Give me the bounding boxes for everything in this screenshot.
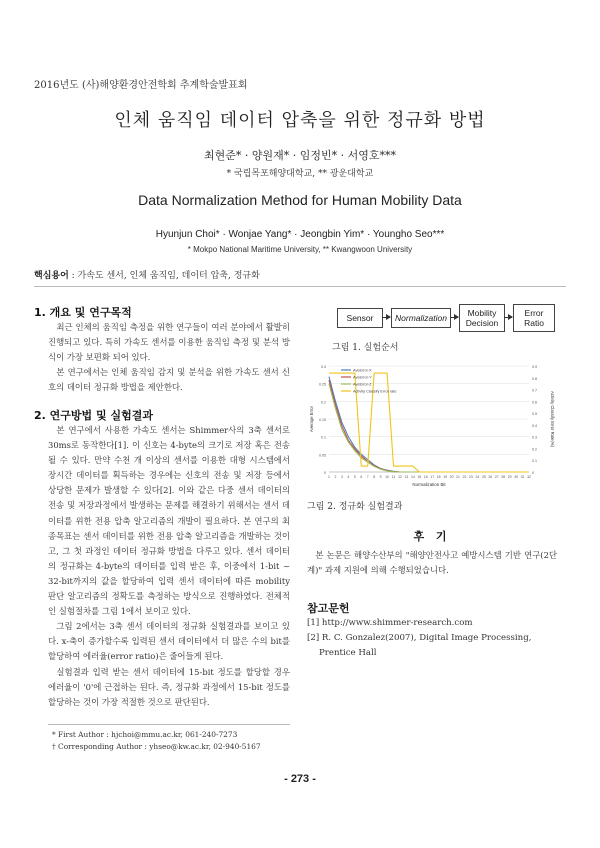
references-list <box>307 616 557 661</box>
legend-label: AveError-X <box>353 368 372 373</box>
section1-body <box>48 320 290 395</box>
section1-paragraph: 본 연구에서는 인체 움직임 감지 및 분석을 위한 가속도 센서 신호의 데이터 정규화 방법을 제안한다. <box>48 367 290 393</box>
y2-tick-label: 0.2 <box>532 447 537 452</box>
flow-arrow <box>382 317 390 318</box>
x-tick-label: 5 <box>353 475 356 479</box>
x-tick-label: 30 <box>514 475 518 479</box>
x-tick-label: 25 <box>481 475 486 479</box>
footnote-divider <box>48 724 290 725</box>
y2-tick-label: 0.4 <box>532 423 537 428</box>
y-tick-label: 0 <box>324 471 326 475</box>
x-tick-label: 23 <box>469 475 473 479</box>
y2-tick-label: 0 <box>532 471 534 475</box>
x-tick-label: 19 <box>443 475 448 479</box>
footnote-first-author: * First Author : hjchoi@mmu.ac.kr, 061-240-7273 <box>52 730 238 739</box>
reference-item: [1] http://www.shimmer-research.com <box>307 618 473 628</box>
legend-label: AveError-Y <box>353 375 372 380</box>
paper-title-english: Data Normalization Method for Human Mobility Data <box>138 192 462 208</box>
section1-paragraph: 최근 인체의 움직임 측정을 위한 연구들이 여러 분야에서 활발히 진행되고 있다. 특히 가속도 센서를 이용한 움직임 측정 및 분석 방식이 가장 보편화 되어 있다. <box>48 322 290 363</box>
authors-korean: 최현준* · 양원재* · 임정빈* · 서영호*** <box>204 149 396 162</box>
figure2-chart <box>307 360 557 490</box>
y2-tick-label: 0.5 <box>532 412 537 417</box>
legend-label: AveError-Z <box>353 382 372 387</box>
legend-label: Activity Classify Error rate <box>353 389 397 394</box>
x-tick-label: 7 <box>366 475 369 479</box>
x-tick-label: 21 <box>456 475 460 479</box>
x-tick-label: 24 <box>475 475 480 479</box>
section2-body <box>48 423 290 710</box>
y-tick-label: 0.05 <box>319 453 326 458</box>
header-divider <box>34 286 566 287</box>
section1-heading: 1. 개요 및 연구목적 <box>34 306 132 319</box>
y-tick-label: 0.2 <box>321 400 326 405</box>
x-tick-label: 29 <box>507 475 512 479</box>
x-tick-label: 11 <box>391 475 396 479</box>
keywords <box>34 268 260 281</box>
figure1-flowchart <box>307 300 557 340</box>
x-tick-label: 12 <box>398 475 402 479</box>
x-tick-label: 16 <box>423 475 428 479</box>
acknowledgement-heading: 후 기 <box>413 530 451 543</box>
affiliations-english: * Mokpo National Maritime University, ** Kwangwoon University <box>187 245 413 254</box>
y-axis-label: Average Error <box>309 406 314 432</box>
flow-box-error-ratio: Error Ratio <box>513 304 555 332</box>
acknowledgement-body <box>307 548 557 578</box>
series-line <box>329 373 529 472</box>
x-tick-label: 17 <box>430 475 435 479</box>
authors-english: Hyunjun Choi* · Wonjae Yang* · Jeongbin Yim* · Youngho Seo*** <box>155 229 445 240</box>
x-tick-label: 2 <box>334 475 337 479</box>
flow-arrow <box>450 317 458 318</box>
y2-tick-label: 0.6 <box>532 400 537 405</box>
y-tick-label: 0.1 <box>321 435 326 440</box>
references-heading: 참고문헌 <box>307 602 350 615</box>
x-tick-label: 14 <box>410 475 415 479</box>
y2-tick-label: 0.7 <box>532 388 537 393</box>
y2-tick-label: 0.8 <box>532 376 537 381</box>
x-tick-label: 28 <box>501 475 506 479</box>
x-tick-label: 13 <box>404 475 409 479</box>
y-tick-label: 0.3 <box>321 365 326 369</box>
x-tick-label: 3 <box>340 475 343 479</box>
x-tick-label: 4 <box>347 475 350 479</box>
x-tick-label: 1 <box>328 475 330 479</box>
x-tick-label: 18 <box>436 475 441 479</box>
y-tick-label: 0.25 <box>319 382 326 387</box>
y2-tick-label: 0.1 <box>532 459 537 464</box>
x-tick-label: 10 <box>385 475 389 479</box>
x-tick-label: 22 <box>462 475 467 479</box>
section2-paragraph: 실험결과 입력 받는 센서 데이터에 15-bit 정도를 할당할 경우 에러율이 '0'에 근접하는 된다. 즉, 정규화 과정에서 15-bit 정도를 할당하는 것이 가장 적절한 것으로 판단된다. <box>48 666 290 707</box>
x-tick-label: 15 <box>417 475 422 479</box>
y2-tick-label: 0.3 <box>532 435 537 440</box>
figure1-caption: 그림 1. 실험순서 <box>332 343 399 353</box>
flow-arrow <box>504 317 512 318</box>
section2-paragraph: 그림 2에서는 3축 센서 데이터의 정규화 실험결과를 보이고 있다. x-축이 증가할수록 입력된 센서 데이터에서 더 많은 수의 bit를 할당하여 에러율(error ratio)은 줄어들게 된다. <box>48 621 290 662</box>
x-axis-label: Normalization Bit <box>412 482 446 487</box>
footnote-corresponding-author: † Corresponding Author : yhseo@kw.ac.kr, 02-940-5167 <box>52 742 261 751</box>
conference-header: 2016년도 (사)해양환경안전학회 추계학술발표회 <box>34 80 248 91</box>
flow-box-mobility-decision: Mobility Decision <box>459 304 505 332</box>
paper-title-korean: 인체 움직임 데이터 압축을 위한 정규화 방법 <box>114 110 486 131</box>
y2-axis-label: Activity Classify Error Rate(%) <box>550 390 555 448</box>
page-number: - 273 - <box>284 773 316 785</box>
acknowledgement-text: 본 논문은 해양수산부의 "해양안전사고 예방시스템 기반 연구(2단계)" 과제 지원에 의해 수행되었습니다. <box>307 550 557 576</box>
x-tick-label: 27 <box>494 475 499 479</box>
x-tick-label: 9 <box>379 475 382 479</box>
keywords-text: : 가속도 센서, 인체 움직임, 데이터 압축, 정규화 <box>71 271 260 281</box>
x-tick-label: 26 <box>488 475 493 479</box>
y2-tick-label: 0.9 <box>532 365 537 369</box>
keywords-label: 핵심용어 <box>34 271 69 281</box>
affiliations-korean: * 국립목포해양대학교, ** 광운대학교 <box>226 169 374 179</box>
figure2-caption: 그림 2. 정규화 실험결과 <box>307 502 403 512</box>
section2-paragraph: 본 연구에서 사용한 가속도 센서는 Shimmer사의 3축 센서로 30ms로 동작한다[1]. 이 신호는 4-byte의 크기로 저장 혹은 전송될 수 있다. 만약 수천 개 이상의 센서를 이용한 대형 시스템에서 장시간 데이터를 획득하는 경우에는 신호의 전송 및 저장 등에서 상당한 문제가 발생할 수 있다[2]. 이와 같은 다중 센서 데이터의 전송 및 저장과정에서 발생하는 문제를 해결하기 위해서는 센서 데이터를 위한 전용 압축 알고리즘의 개발이 필요하다. 본 연구의 최종목표는 센서 데이터를 위한 전용 압축 알고리즘을 개발하는 것이고, 그 첫 과정인 데이터 정규화 방법을 다루고 있다. 센서 데이터의 정규화는 4-byte의 데이터를 입력 받은 후, 이중에서 1-bit ~ 32-bit까지의 값을 할당하여 입력 센서 데이터에 따른 mobility 판단 알고리즘의 정확도를 측정하는 방식으로 진행하였다. 전체적인 실험절차를 그림 1에서 보이고 있다. <box>48 425 290 617</box>
x-tick-label: 20 <box>449 475 454 479</box>
x-tick-label: 8 <box>373 475 376 479</box>
x-tick-label: 6 <box>360 475 363 479</box>
flow-box-normalization: Normalization <box>391 308 451 328</box>
x-tick-label: 32 <box>527 475 531 479</box>
reference-item: [2] R. C. Gonzalez(2007), Digital Image Processing, Prentice Hall <box>307 633 532 658</box>
y-tick-label: 0.15 <box>319 418 326 422</box>
error-ratio-line-chart <box>307 360 557 490</box>
x-tick-label: 31 <box>520 475 525 479</box>
section2-heading: 2. 연구방법 및 실험결과 <box>34 409 153 422</box>
flow-box-sensor: Sensor <box>337 308 383 328</box>
